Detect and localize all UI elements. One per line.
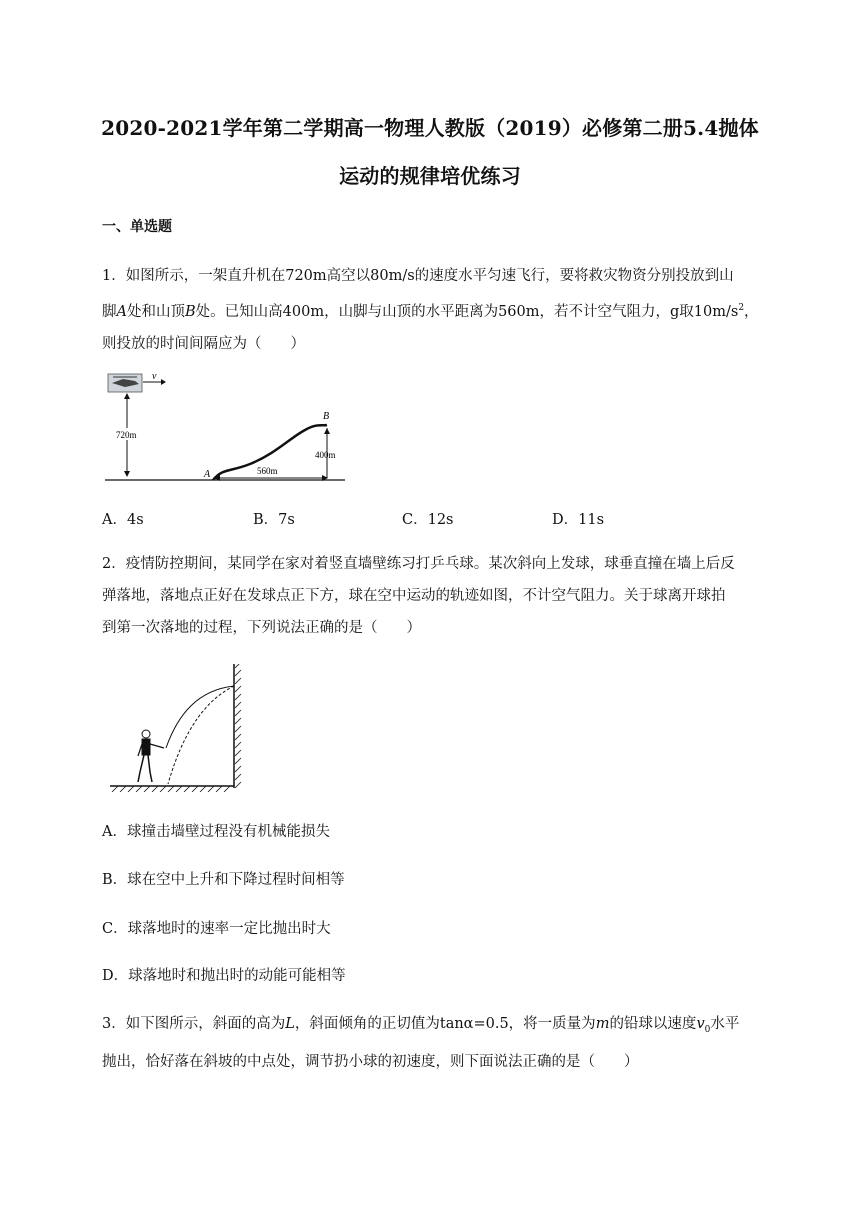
label-A: A	[204, 469, 211, 480]
section-heading: 一、单选题	[102, 219, 172, 235]
rebound-trajectory	[168, 686, 234, 784]
q1-line3: 则投放的时间间隔应为（ ）	[102, 335, 305, 352]
q2-option-a[interactable]: A．球撞击墙壁过程没有机械能损失	[102, 824, 330, 840]
height-label: 720m	[116, 430, 137, 440]
q1-line1: 1．如图所示，一架直升机在720m高空以80m/s的速度水平匀速飞行，要将救灾物资分别投放到山	[102, 268, 734, 284]
helicopter-hill-figure	[105, 368, 345, 490]
q2-option-d[interactable]: D．球落地时和抛出时的动能可能相等	[102, 968, 346, 984]
q1-option-a[interactable]: A．4s	[102, 512, 144, 528]
question-2-text	[102, 548, 767, 644]
label-B: B	[323, 411, 330, 422]
q2-option-c[interactable]: C．球落地时的速率一定比抛出时大	[102, 921, 331, 937]
table-tennis-wall-figure	[108, 664, 244, 792]
q2-line1: 2．疫情防控期间，某同学在家对着竖直墙壁练习打乒乓球。某次斜向上发球，球垂直撞在墙上后反	[102, 556, 735, 572]
q2-line3: 到第一次落地的过程，下列说法正确的是（ ）	[102, 620, 421, 636]
q3-line1: 3．如下图所示，斜面的高为L，斜面倾角的正切值为tanα=0.5，将一质量为m的铅球以速度$v_0$水平	[102, 1016, 740, 1035]
q1-line2: 脚A处和山顶B处。已知山高400m，山脚与山顶的水平距离为560m，若不计空气阻力，g取$10m/s^2$，	[102, 303, 759, 320]
q2-line2: 弹落地，落地点正好在发球点正下方，球在空中运动的轨迹如图，不计空气阻力。关于球离开球拍	[102, 588, 726, 604]
q1-option-c[interactable]: C．12s	[402, 512, 454, 528]
question-3-text	[102, 1008, 767, 1078]
upward-trajectory	[166, 686, 234, 748]
question-1-text	[102, 260, 767, 360]
hill-height-label: 400m	[315, 450, 336, 460]
q1-option-b[interactable]: B．7s	[253, 512, 295, 528]
velocity-label: v	[152, 371, 157, 382]
q1-option-d[interactable]: D．11s	[552, 512, 605, 528]
document-title-line1: 2020-2021学年第二学期高一物理人教版（2019）必修第二册5.4抛体	[101, 116, 759, 140]
q2-option-b[interactable]: B．球在空中上升和下降过程时间相等	[102, 872, 345, 888]
distance-label: 560m	[257, 466, 278, 476]
player-icon	[138, 730, 164, 782]
document-title-line2: 运动的规律培优练习	[339, 164, 521, 188]
q3-line2: 抛出，恰好落在斜坡的中点处，调节扔小球的初速度，则下面说法正确的是（ ）	[102, 1053, 639, 1070]
